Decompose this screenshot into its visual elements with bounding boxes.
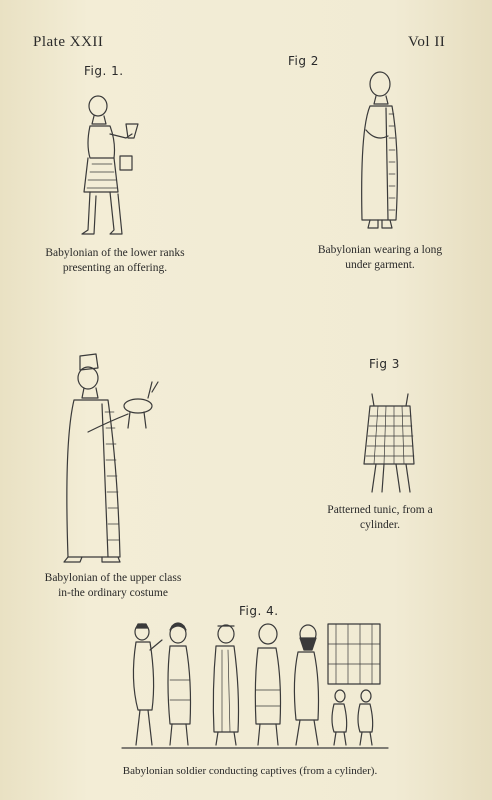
fig1-caption-line1: Babylonian of the lower ranks xyxy=(45,247,185,259)
patterned-tunic-icon xyxy=(356,392,426,497)
fig2-label: Fig 2 xyxy=(288,54,319,68)
offering-figure-icon xyxy=(70,94,150,244)
procession-frieze-icon xyxy=(122,620,392,755)
fig4-label: Fig. 4. xyxy=(239,604,279,618)
upper-class-caption-line1: Babylonian of the upper class xyxy=(44,572,182,584)
upper-class-figure-icon xyxy=(58,352,168,567)
volume-number: Vol II xyxy=(408,34,446,50)
fig3-label: Fig 3 xyxy=(369,357,400,371)
fig1-caption-line2: presenting an offering. xyxy=(62,262,168,274)
fig2-caption xyxy=(300,243,460,273)
fig3-caption-line1: Patterned tunic, from a xyxy=(327,504,433,516)
plate-number: Plate XXII xyxy=(33,34,104,50)
fig3-caption-line2: cylinder. xyxy=(360,519,400,531)
fig2-caption-line1: Babylonian wearing a long xyxy=(317,244,443,256)
fig4-caption: Babylonian soldier conducting captives (from a cylinder). xyxy=(122,765,378,777)
fig1-caption xyxy=(20,246,210,276)
fig1-label: Fig. 1. xyxy=(84,64,124,78)
upper-class-caption xyxy=(18,571,208,601)
fig3-caption xyxy=(305,503,455,533)
upper-class-caption-line2: in-the ordinary costume xyxy=(58,587,168,599)
long-garment-figure-icon xyxy=(348,70,418,235)
fig2-caption-line2: under garment. xyxy=(345,259,415,271)
